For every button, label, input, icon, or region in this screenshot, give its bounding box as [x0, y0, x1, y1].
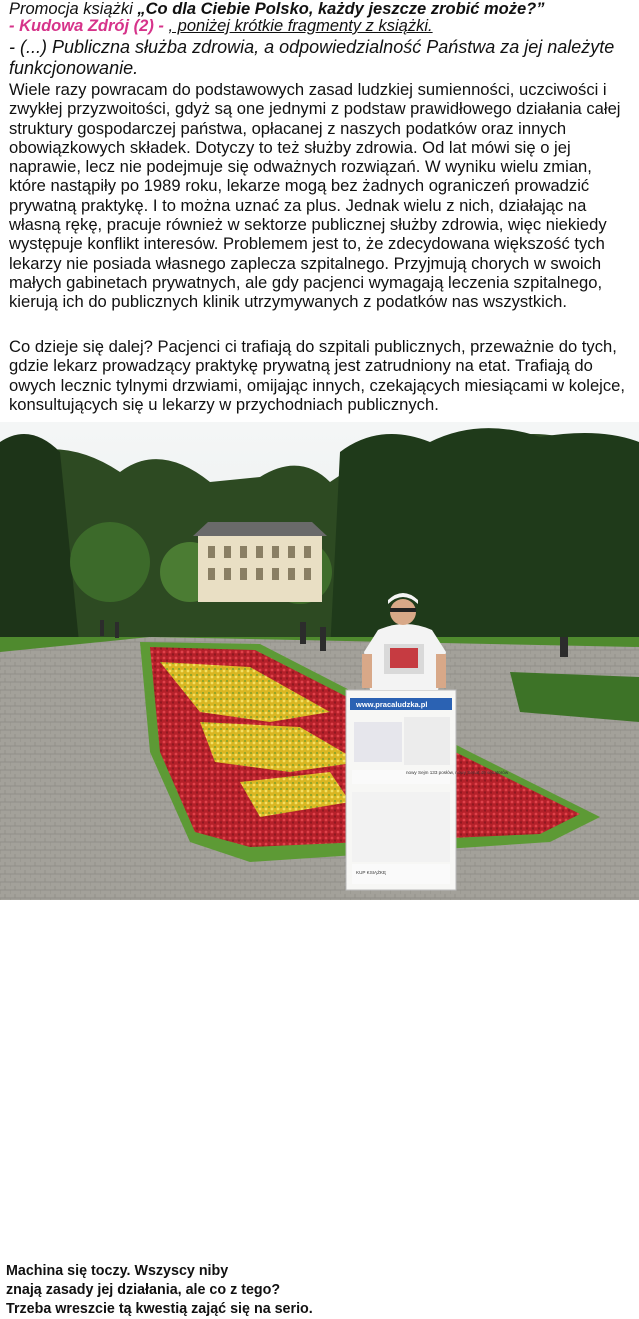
location-label: - Kudowa Zdrój (2) - [9, 17, 164, 35]
caption-line-1: Machina się toczy. Wszyscy niby [6, 1263, 229, 1279]
book-title: „Co dla Ciebie Polsko, każdy jeszcze zrobić może?” [137, 0, 545, 18]
article-paragraph-1: Wiele razy powracam do podstawowych zasad ludzkiej sumienności, uczciwości i zwykłej przyzwoitości, gdyż są one jednymi z podstaw prawidłowego działania całej struktury gospodarczej państwa, opłacanej z naszych podatków oraz innych obowiązkowych składek. Dotyczy to też służby zdrowia. Od lat mówi się o jej naprawie, lecz nie podejmuje się odważnych rozwiązań. W wyniku wielu zmian, które nastąpiły po 1989 roku, lekarze mogą bez żadnych ograniczeń prowadzić prywatną praktykę. I to można uznać za plus. Jednak wielu z nich, działając na własną rękę, pracuje również w sektorze publicznej służby zdrowia, więc niekiedy występuje konflikt interesów. Problemem jest to, że zdecydowana większość tych lekarzy nie posiada własnego zaplecza szpitalnego. Przyjmują chorych w swoich małych gabinetach prywatnych, ale gdy pacjenci wymagają leczenia szpitalnego, kierują ich do publicznych klinik utrzymywanych z podatków nas wszystkich. [9, 80, 621, 312]
park-scene-illustration [0, 422, 639, 900]
caption-line-3: Trzeba wreszcie tą kwestią zająć się na serio. [6, 1301, 313, 1317]
header-subtitle: , poniżej krótkie fragmenty z książki. [168, 17, 433, 35]
banner-cta: KUP KSIĄŻKĘ [356, 870, 387, 875]
park-photo [0, 422, 639, 1317]
section-title: - (...) Publiczna służba zdrowia, a odpowiedzialność Państwa za jej należyte funkcjonowanie. [9, 37, 615, 78]
banner-url: www.pracaludzka.pl [356, 700, 428, 709]
caption-line-2: znają zasady jej działania, ale co z tego? [6, 1282, 281, 1298]
photo-caption [6, 1262, 426, 1319]
header-prefix: Promocja książki [9, 0, 138, 18]
article-panel [0, 0, 639, 422]
article-paragraph-2: Co dzieje się dalej? Pacjenci ci trafiają do szpitali publicznych, przeważnie do tych, gdzie lekarz prowadzący praktykę prywatną jest zatrudniony na etat. Trafiają do owych lecznic tylnymi drzwiami, omijając innych, czekających miesiącami w kolejce, konsultujących się u lekarzy w przychodniach publicznych. [9, 337, 626, 414]
banner-note: nowy Sejm 133 posłów, nowy Senat 49 senatorów [406, 770, 509, 775]
header-subline [9, 17, 433, 36]
